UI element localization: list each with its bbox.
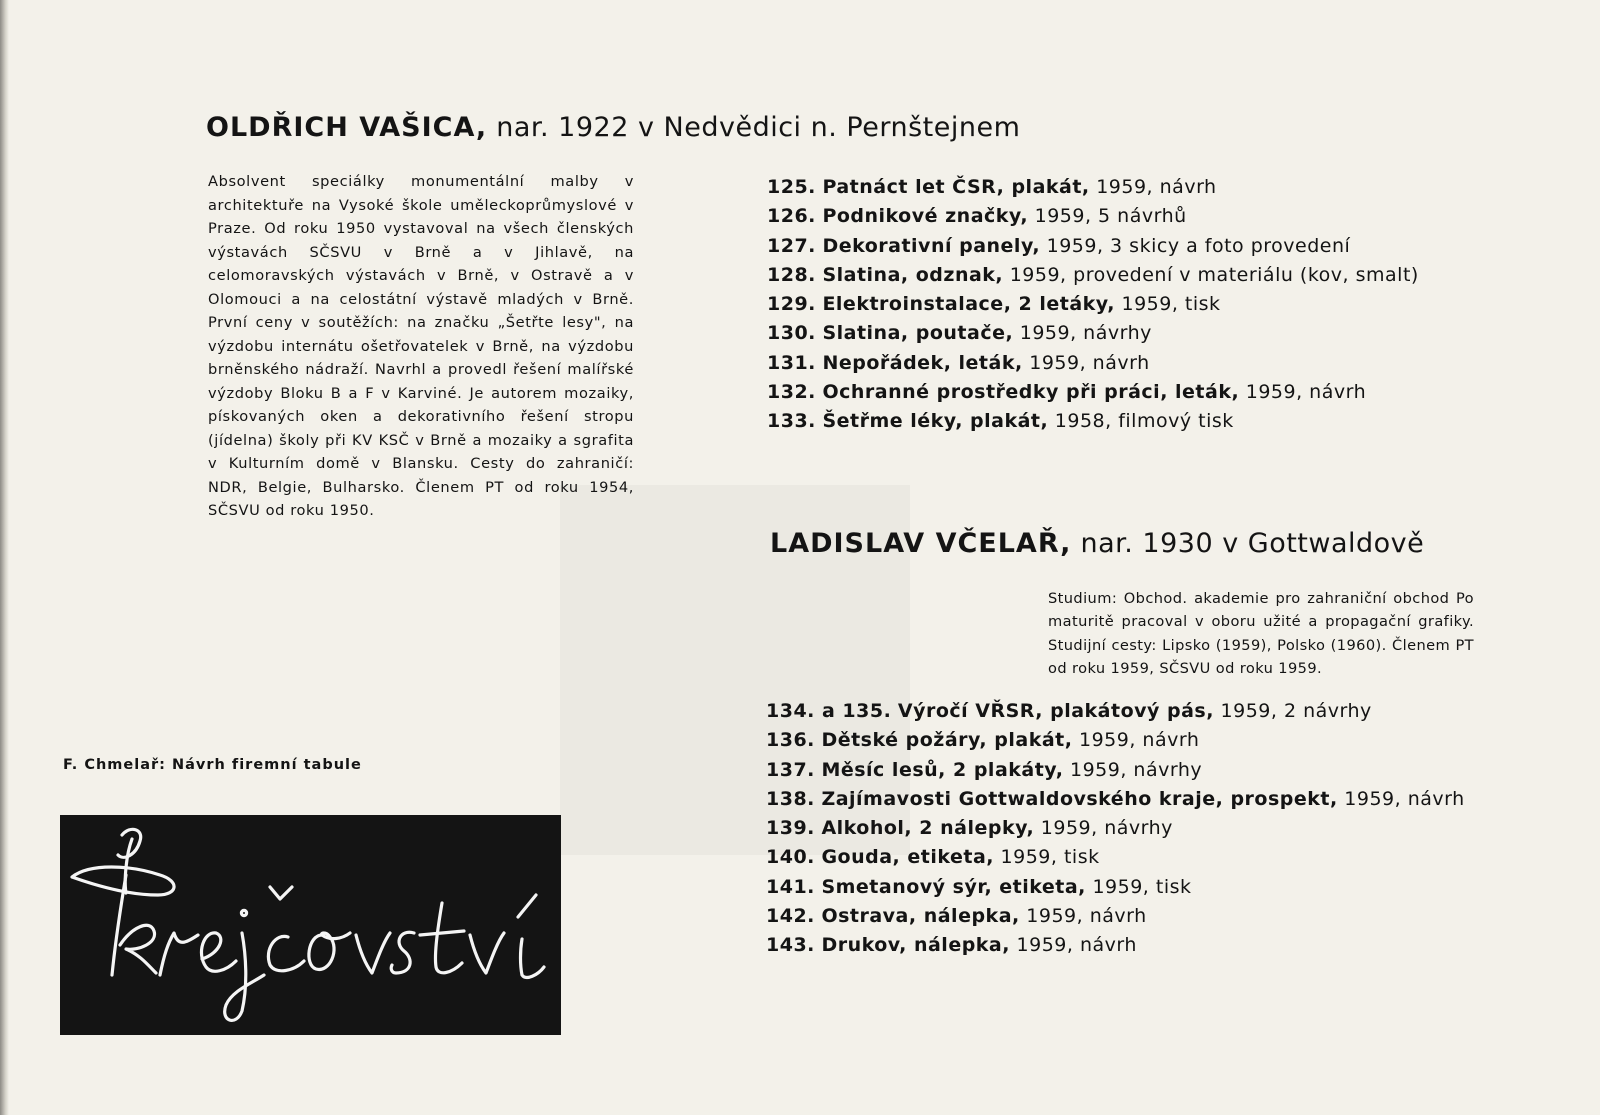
work-desc: 1959, 5 návrhů	[1034, 205, 1187, 228]
work-item	[766, 902, 1465, 931]
work-desc: 1959, návrh	[1344, 787, 1465, 810]
work-title: Smetanový sýr, etiketa,	[821, 875, 1086, 898]
work-desc: 1959, tisk	[1092, 875, 1192, 898]
work-title: Alkohol, 2 nálepky,	[821, 817, 1035, 840]
work-desc: 1958, filmový tisk	[1054, 410, 1234, 433]
work-title: Patnáct let ČSR, plakát,	[822, 176, 1090, 198]
work-item	[767, 407, 1419, 436]
artist-bio-vasica: Absolvent speciálky monumentální malby v architektuře na Vysoké škole uměleckoprůmyslové v Praze. Od roku 1950 vystavoval na všech členských výstavách SČSVU v Brně a v Jihlavě, na celomoravských výstavách v Brně, v Ostravě a v Olomouci a na celostátní výstavě mladých v Brně. První ceny v soutěžích: na značku „Šetřte lesy", na výzdobu internátu ošetřovatelek v Brně, na výzdobu brněnského nádraží. Navrhl a provedl řešení malířské výzdoby Bloku B a F v Karviné. Je autorem mozaiky, pískovaných oken a dekorativního řešení stropu (jídelna) školy při KV KSČ v Brně a mozaiky a sgrafita v Kulturním domě v Blansku. Cesty do zahraničí: NDR, Belgie, Bulharsko. Členem PT od roku 1954, SČSVU od roku 1950.	[208, 173, 634, 519]
work-desc: 1959, návrh	[1245, 381, 1367, 404]
work-num: 143.	[766, 934, 815, 957]
artist-name: LADISLAV VČELAŘ,	[770, 528, 1072, 559]
work-num: 130.	[767, 322, 816, 345]
work-num: 125.	[767, 176, 816, 198]
work-desc: 1959, návrhy	[1019, 322, 1152, 345]
work-item	[766, 726, 1465, 755]
work-desc: 1959, návrh	[1026, 905, 1147, 928]
work-item	[766, 785, 1465, 814]
work-title: Šetřme léky, plakát,	[822, 410, 1049, 433]
work-item	[767, 290, 1419, 319]
work-title: Zajímavosti Gottwaldovského kraje, prospekt,	[821, 787, 1338, 810]
work-desc: 1959, tisk	[1121, 293, 1221, 316]
work-num: 129.	[767, 293, 816, 316]
artist-birth: nar. 1930 v Gottwaldově	[1080, 528, 1425, 559]
work-num: 127.	[767, 234, 816, 257]
work-num: 138.	[766, 787, 815, 810]
work-item	[767, 349, 1419, 378]
work-desc: 1959, 3 skicy a foto provedení	[1046, 234, 1351, 257]
work-title: Ochranné prostředky při práci, leták,	[822, 381, 1240, 404]
work-num: 139.	[766, 817, 815, 840]
work-num: 128.	[767, 263, 816, 286]
work-num: 131.	[767, 351, 816, 374]
work-num: 141.	[766, 875, 815, 898]
work-desc: 1959, návrh	[1096, 176, 1217, 198]
work-num: 140.	[766, 846, 815, 869]
works-list-vcelar	[766, 697, 1465, 961]
work-title: Podnikové značky,	[822, 205, 1029, 228]
artist-heading-vasica	[206, 112, 1020, 143]
work-num: 133.	[767, 410, 816, 433]
work-desc: 1959, provedení v materiálu (kov, smalt)	[1009, 263, 1419, 286]
work-num: 142.	[766, 905, 815, 928]
work-item	[766, 873, 1465, 902]
work-title: Výročí VŘSR, plakátový pás,	[897, 700, 1214, 722]
work-item	[767, 261, 1419, 290]
work-desc: 1959, návrh	[1016, 934, 1137, 957]
work-desc: 1959, tisk	[1000, 846, 1100, 869]
artist-bio-vcelar: Studium: Obchod. akademie pro zahraniční obchod Po maturitě pracoval v oboru užité a propagační grafiky. Studijní cesty: Lipsko (1959), Polsko (1960). Členem PT od roku 1959, SČSVU od roku 1959.	[1048, 590, 1474, 677]
sign-lettering	[60, 815, 561, 1035]
work-item	[766, 697, 1465, 726]
work-title: Slatina, odznak,	[822, 263, 1004, 286]
work-num: 134. a 135.	[766, 700, 892, 722]
figure-caption: F. Chmelař: Návrh firemní tabule	[63, 757, 362, 773]
work-num: 126.	[767, 205, 816, 228]
work-title: Elektroinstalace, 2 letáky,	[822, 293, 1115, 316]
work-item	[766, 756, 1465, 785]
artist-name: OLDŘICH VAŠICA,	[206, 112, 488, 143]
works-list-vasica	[767, 173, 1419, 437]
artist-heading-vcelar	[770, 528, 1424, 559]
work-desc: 1959, návrh	[1029, 351, 1150, 374]
sign-design-image	[60, 815, 561, 1035]
work-item	[767, 319, 1419, 348]
work-title: Drukov, nálepka,	[821, 934, 1010, 957]
work-desc: 1959, 2 návrhy	[1220, 700, 1372, 722]
work-item	[766, 931, 1465, 960]
work-title: Nepořádek, leták,	[822, 351, 1023, 374]
work-title: Ostrava, nálepka,	[821, 905, 1020, 928]
work-num: 132.	[767, 381, 816, 404]
work-item	[767, 173, 1419, 202]
work-item	[766, 814, 1465, 843]
page-binding-edge	[0, 0, 9, 1115]
work-title: Gouda, etiketa,	[821, 846, 994, 869]
work-item	[767, 202, 1419, 231]
work-num: 137.	[766, 758, 815, 781]
work-item	[767, 378, 1419, 407]
work-title: Dětské požáry, plakát,	[821, 729, 1073, 752]
work-desc: 1959, návrh	[1079, 729, 1200, 752]
work-desc: 1959, návrhy	[1069, 758, 1203, 781]
work-title: Dekorativní panely,	[822, 234, 1041, 257]
work-item	[766, 843, 1465, 872]
work-title: Slatina, poutače,	[822, 322, 1014, 345]
artist-birth: nar. 1922 v Nedvědici n. Pernštejnem	[496, 112, 1021, 143]
work-item	[767, 232, 1419, 261]
work-title: Měsíc lesů, 2 plakáty,	[821, 758, 1064, 781]
work-desc: 1959, návrhy	[1040, 817, 1173, 840]
work-num: 136.	[766, 729, 815, 752]
